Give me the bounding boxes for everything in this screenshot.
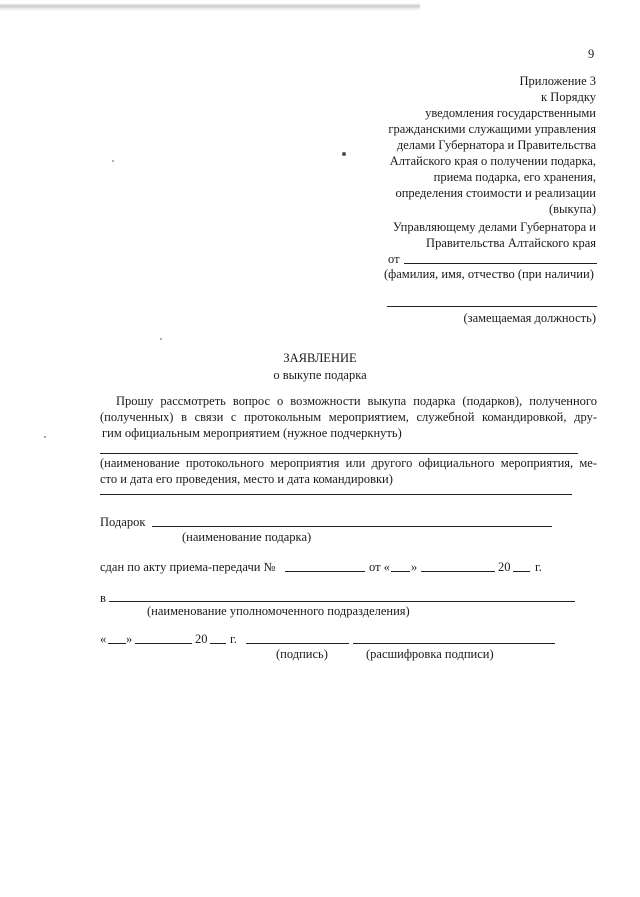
gift-label: Подарок [100, 515, 146, 529]
event-hint-line: сто и дата его проведения, место и дата командировки) [100, 472, 393, 486]
page-number: 9 [588, 47, 595, 61]
scan-speck [112, 160, 114, 162]
header-line: Приложение 3 [519, 74, 596, 88]
header-line: гражданскими служащими управления [388, 122, 596, 136]
act-day-field[interactable] [391, 571, 410, 572]
header-line: делами Губернатора и Правительства [396, 138, 596, 152]
act-label: сдан по акту приема-передачи № [100, 560, 276, 574]
event-field-continued[interactable] [100, 494, 572, 495]
sign-month-field[interactable] [135, 643, 192, 644]
sign-quote-close: » [126, 632, 133, 646]
from-name-field[interactable] [404, 263, 597, 264]
unit-label: в [100, 591, 106, 605]
paragraph-line: (полученных) в связи с протокольным мероприятием, служебной командировкой, дру- [100, 410, 597, 424]
unit-field[interactable] [109, 601, 575, 602]
name-hint: (фамилия, имя, отчество (при наличии) [384, 267, 594, 281]
signature-decode-field[interactable] [353, 643, 555, 644]
position-hint: (замещаемая должность) [463, 311, 596, 325]
scan-speck [160, 338, 162, 340]
act-year-field[interactable] [513, 571, 530, 572]
document-title: ЗАЯВЛЕНИЕ [283, 351, 357, 365]
scan-artifact-band [0, 3, 420, 11]
paragraph-line: Прошу рассмотреть вопрос о возможности выкупа подарка (подарков), полученного [116, 394, 597, 408]
event-hint [100, 455, 597, 487]
gift-hint: (наименование подарка) [182, 530, 312, 544]
scan-speck [44, 436, 46, 438]
event-hint-line: (наименование протокольного мероприятия или другого официального мероприятия, ме- [100, 456, 597, 470]
sign-year-field[interactable] [210, 643, 226, 644]
addressee-line: Правительства Алтайского края [426, 236, 596, 250]
act-year-suffix: г. [535, 560, 542, 574]
act-year-prefix: 20 [498, 560, 511, 574]
sign-year-suffix: г. [230, 632, 237, 646]
unit-hint: (наименование уполномоченного подразделения) [147, 604, 410, 618]
position-field[interactable] [387, 306, 597, 307]
paragraph-line: гим официальным мероприятием (нужное подчеркнуть) [102, 426, 402, 440]
act-from-label: от « [369, 560, 390, 574]
header-line: определения стоимости и реализации [395, 186, 596, 200]
document-subtitle: о выкупе подарка [273, 368, 367, 382]
addressee-line: Управляющему делами Губернатора и [392, 220, 596, 234]
header-line: (выкупа) [548, 202, 596, 216]
addressee-block [330, 219, 596, 251]
sign-quote-open: « [100, 632, 107, 646]
event-field[interactable] [100, 453, 578, 454]
header-block [330, 73, 596, 217]
header-line: уведомления государственными [425, 106, 596, 120]
gift-name-field[interactable] [152, 526, 552, 527]
signature-decode-hint: (расшифровка подписи) [366, 647, 494, 661]
header-line: Алтайского края о получении подарка, [389, 154, 596, 168]
from-label: от [388, 252, 400, 266]
act-quote-close: » [411, 560, 418, 574]
act-month-field[interactable] [421, 571, 495, 572]
sign-day-field[interactable] [108, 643, 126, 644]
act-number-field[interactable] [285, 571, 365, 572]
sign-year-prefix: 20 [195, 632, 208, 646]
signature-field[interactable] [246, 643, 349, 644]
signature-hint: (подпись) [276, 647, 328, 661]
header-line: к Порядку [541, 90, 596, 104]
request-paragraph [102, 393, 597, 441]
header-line: приема подарка, его хранения, [433, 170, 596, 184]
